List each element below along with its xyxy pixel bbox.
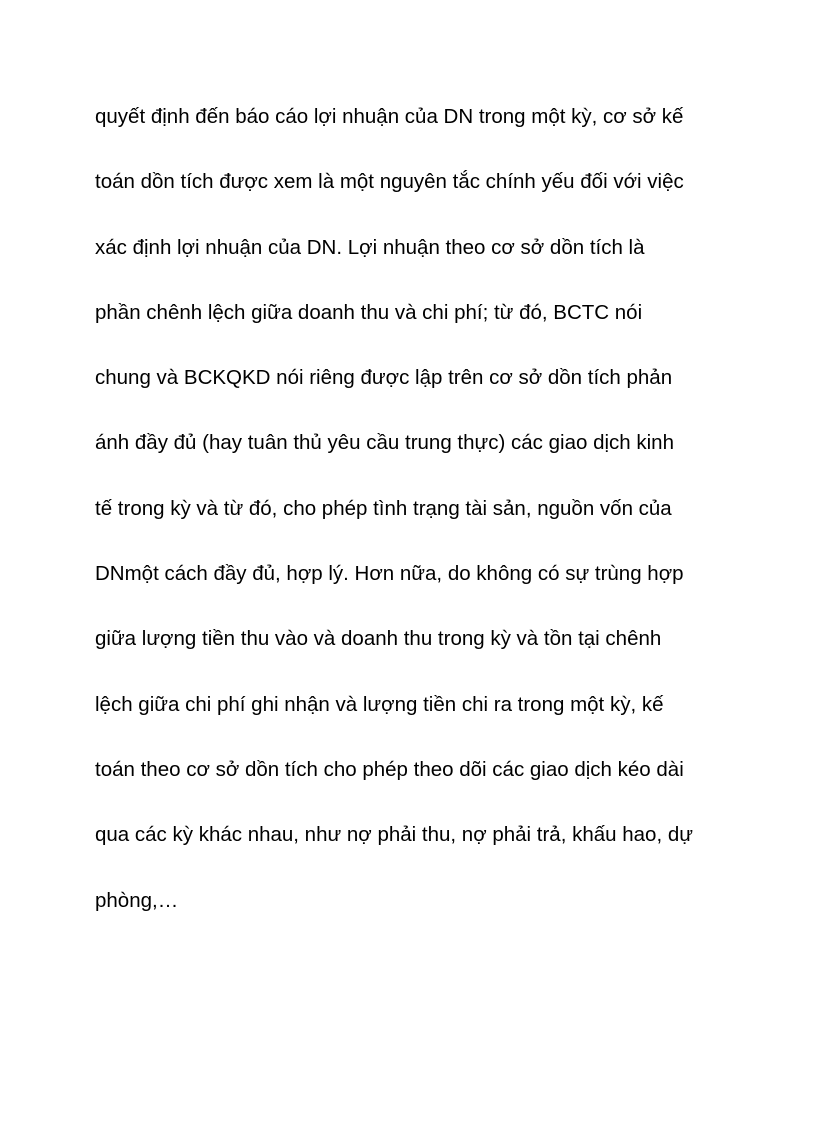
paragraph-line: qua các kỳ khác nhau, như nợ phải thu, nợ phải trả, khấu hao, dự (95, 823, 693, 847)
paragraph-line: toán dồn tích được xem là một nguyên tắc chính yếu đối với việc (95, 170, 684, 194)
paragraph-line: chung và BCKQKD nói riêng được lập trên cơ sở dồn tích phản (95, 366, 673, 390)
paragraph-line: quyết định đến báo cáo lợi nhuận của DN trong một kỳ, cơ sở kế (95, 105, 684, 128)
paragraph-line: xác định lợi nhuận của DN. Lợi nhuận theo cơ sở dồn tích là (95, 235, 645, 259)
paragraph-line: toán theo cơ sở dồn tích cho phép theo dõi các giao dịch kéo dài (95, 757, 684, 781)
paragraph-line: ánh đầy đủ (hay tuân thủ yêu cầu trung thực) các giao dịch kinh (95, 431, 674, 455)
body-paragraph (95, 98, 735, 947)
paragraph-line: tế trong kỳ và từ đó, cho phép tình trạng tài sản, nguồn vốn của (95, 496, 672, 520)
paragraph-line: lệch giữa chi phí ghi nhận và lượng tiền chi ra trong một kỳ, kế (95, 692, 664, 716)
paragraph-line: phần chênh lệch giữa doanh thu và chi phí; từ đó, BCTC nói (95, 300, 643, 324)
paragraph-line: phòng,… (95, 888, 179, 912)
paragraph-line: giữa lượng tiền thu vào và doanh thu trong kỳ và tồn tại chênh (95, 627, 662, 651)
paragraph-line: DNmột cách đầy đủ, hợp lý. Hơn nữa, do không có sự trùng hợp (95, 562, 684, 586)
